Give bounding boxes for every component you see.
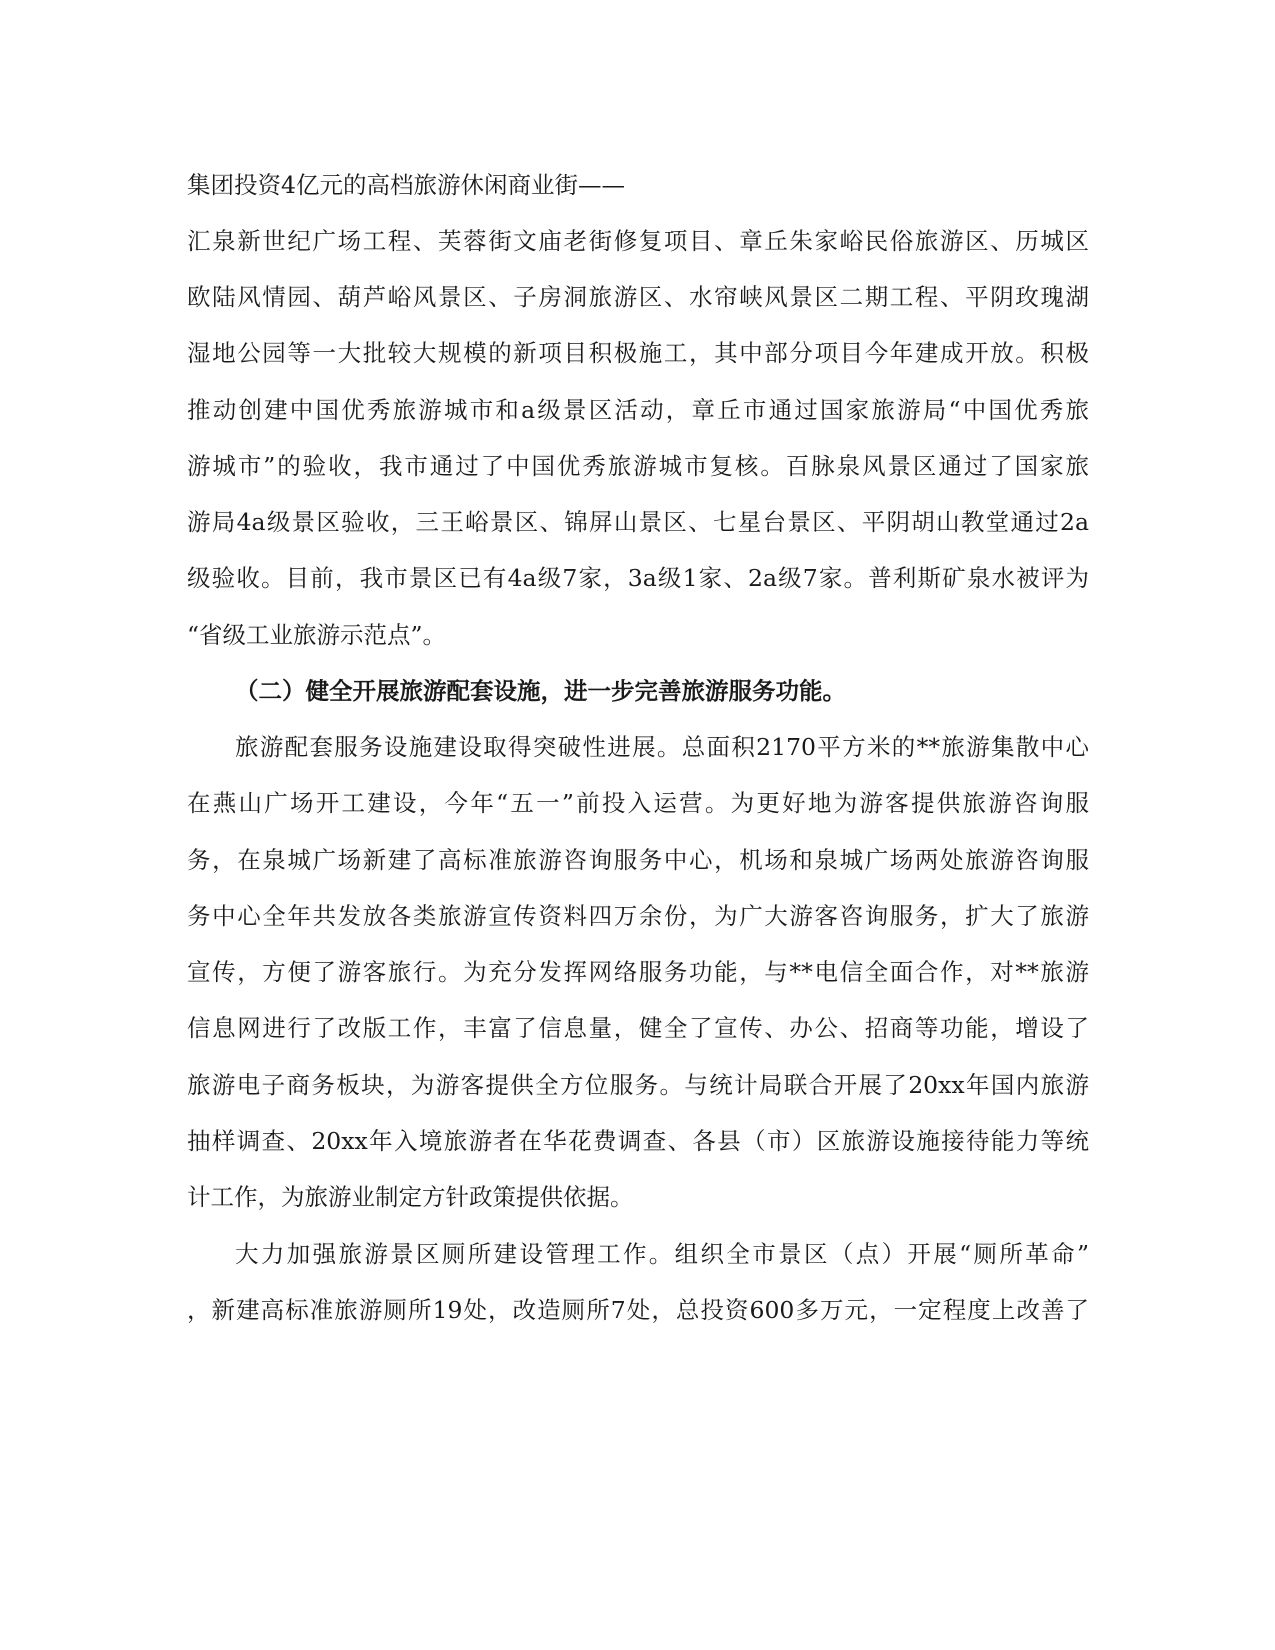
paragraph-line: 务中心全年共发放各类旅游宣传资料四万余份，为广大游客咨询服务，扩大了旅游: [187, 902, 1089, 930]
section-heading: （二）健全开展旅游配套设施，进一步完善旅游服务功能。: [235, 677, 846, 705]
paragraph-line: 信息网进行了改版工作，丰富了信息量，健全了宣传、办公、招商等功能，增设了: [187, 1014, 1089, 1042]
paragraph-line: 大力加强旅游景区厕所建设管理工作。组织全市景区（点）开展“厕所革命”: [235, 1240, 1089, 1268]
paragraph-line: 旅游电子商务板块，为游客提供全方位服务。与统计局联合开展了20xx年国内旅游: [187, 1071, 1089, 1099]
paragraph-line: ，新建高标准旅游厕所19处，改造厕所7处，总投资600多万元，一定程度上改善了: [187, 1296, 1089, 1324]
paragraph-line: 宣传，方便了游客旅行。为充分发挥网络服务功能，与**电信全面合作，对**旅游: [187, 958, 1089, 986]
paragraph-line: 计工作，为旅游业制定方针政策提供依据。: [187, 1183, 634, 1211]
paragraph-line: 集团投资4亿元的高档旅游休闲商业街——: [187, 171, 625, 199]
paragraph-line: “省级工业旅游示范点”。: [187, 621, 447, 649]
paragraph-line: 湿地公园等一大批较大规模的新项目积极施工，其中部分项目今年建成开放。积极: [187, 339, 1089, 367]
paragraph-line: 推动创建中国优秀旅游城市和a级景区活动，章丘市通过国家旅游局“中国优秀旅: [187, 396, 1089, 424]
paragraph-line: 在燕山广场开工建设，今年“五一”前投入运营。为更好地为游客提供旅游咨询服: [187, 789, 1089, 817]
paragraph-line: 务，在泉城广场新建了高标准旅游咨询服务中心，机场和泉城广场两处旅游咨询服: [187, 846, 1089, 874]
paragraph-line: 欧陆风情园、葫芦峪风景区、子房洞旅游区、水帘峡风景区二期工程、平阴玫瑰湖: [187, 283, 1089, 311]
paragraph-line: 旅游配套服务设施建设取得突破性进展。总面积2170平方米的**旅游集散中心: [235, 733, 1089, 761]
paragraph-line: 抽样调查、20xx年入境旅游者在华花费调查、各县（市）区旅游设施接待能力等统: [187, 1127, 1089, 1155]
paragraph-line: 级验收。目前，我市景区已有4a级7家，3a级1家、2a级7家。普利斯矿泉水被评为: [187, 564, 1089, 592]
paragraph-line: 汇泉新世纪广场工程、芙蓉街文庙老街修复项目、章丘朱家峪民俗旅游区、历城区: [187, 227, 1089, 255]
paragraph-line: 游城市”的验收，我市通过了中国优秀旅游城市复核。百脉泉风景区通过了国家旅: [187, 452, 1089, 480]
paragraph-line: 游局4a级景区验收，三王峪景区、锦屏山景区、七星台景区、平阴胡山教堂通过2a: [187, 508, 1089, 536]
